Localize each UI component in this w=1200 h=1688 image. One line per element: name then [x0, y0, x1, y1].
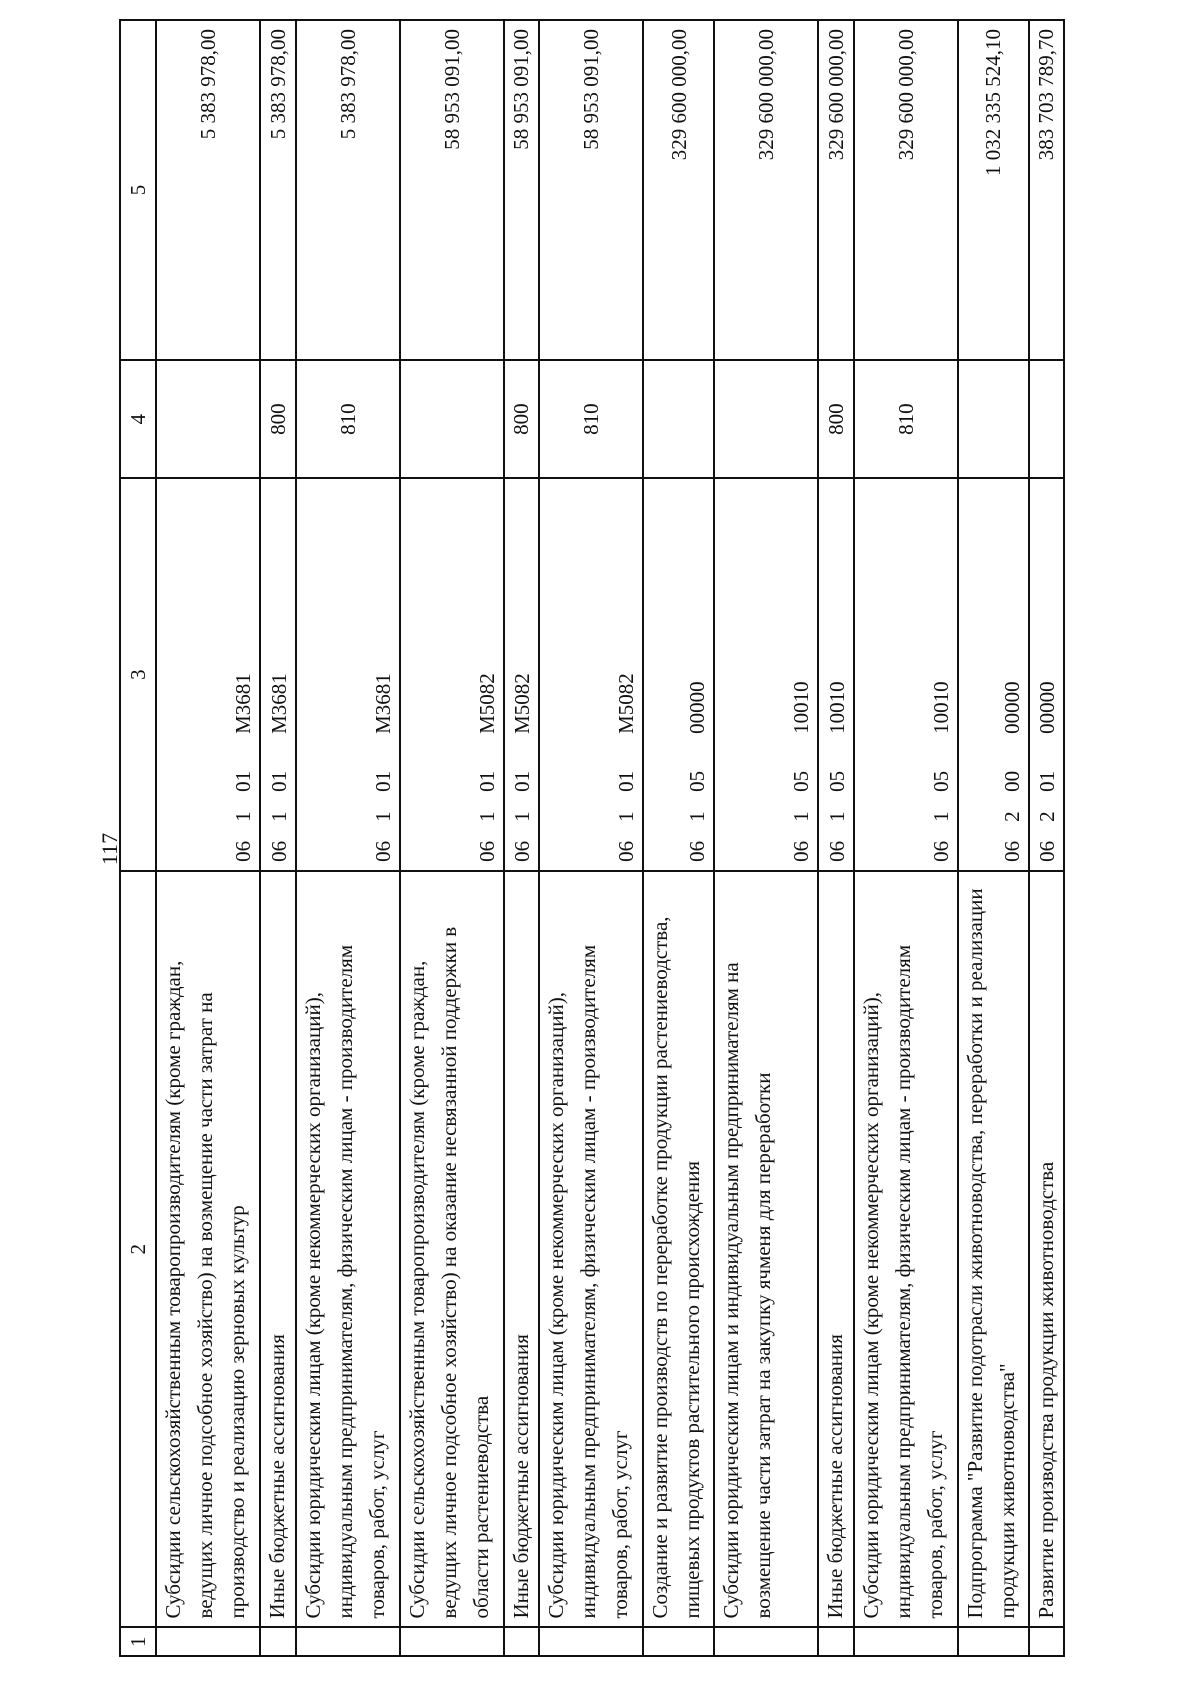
- table-row: [958, 20, 1029, 1656]
- code-part: М3681: [231, 673, 256, 734]
- code-part: 1: [614, 811, 639, 822]
- expense-type-cell: [156, 360, 260, 478]
- amount-cell: 58 953 091,00: [504, 20, 539, 360]
- table-row: [296, 20, 400, 1656]
- row-number-cell: [539, 1628, 643, 1657]
- expense-type-cell: 810: [296, 360, 400, 478]
- expense-type-cell: [958, 360, 1029, 478]
- row-number-cell: [714, 1628, 818, 1657]
- table-row: [714, 20, 818, 1656]
- code-cell: [958, 478, 1029, 871]
- description-cell: Субсидии юридическим лицам (кроме некоммерческих организаций), индивидуальным предпринимателям, физическим лицам - производителям товаров, работ, услуг: [854, 871, 958, 1628]
- code-part: М3681: [370, 673, 395, 734]
- description-cell: Субсидии сельскохозяйственным товаропроизводителям (кроме граждан, ведущих личное подсобное хозяйство) на оказание несвязанной поддержки в области растениеводства: [400, 871, 504, 1628]
- amount-cell: 329 600 000,00: [643, 20, 714, 360]
- code-part: 1: [789, 811, 814, 822]
- amount-cell: 58 953 091,00: [539, 20, 643, 360]
- description-cell: Субсидии юридическим лицам (кроме некоммерческих организаций), индивидуальным предпринимателям, физическим лицам - производителям товаров, работ, услуг: [539, 871, 643, 1628]
- code-part: 01: [474, 770, 499, 792]
- code-part: 01: [510, 770, 535, 792]
- code-part: 06: [614, 840, 639, 862]
- table-row: [504, 20, 539, 1656]
- table-row: [260, 20, 295, 1656]
- header-col-3: 3: [120, 478, 156, 871]
- code-part: 00: [999, 770, 1024, 792]
- header-col-4: 4: [120, 360, 156, 478]
- code-part: 01: [370, 770, 395, 792]
- amount-cell: 58 953 091,00: [400, 20, 504, 360]
- code-part: 06: [928, 840, 953, 862]
- code-part: 05: [789, 770, 814, 792]
- table-row: [818, 20, 853, 1656]
- amount-cell: 329 600 000,00: [854, 20, 958, 360]
- table-row: [854, 20, 958, 1656]
- code-part: 06: [1035, 840, 1059, 862]
- code-cell: [539, 478, 643, 871]
- description-cell: Создание и развитие производств по переработке продукции растениеводства, пищевых продуктов растительного происхождения: [643, 871, 714, 1628]
- code-part: 2: [999, 811, 1024, 822]
- code-part: 06: [999, 840, 1024, 862]
- description-cell: Субсидии сельскохозяйственным товаропроизводителям (кроме граждан, ведущих личное подсобное хозяйство) на возмещение части затрат на производство и реализацию зерновых культур: [156, 871, 260, 1628]
- header-col-1: 1: [120, 1628, 156, 1657]
- code-part: М5082: [510, 673, 535, 734]
- code-part: 06: [685, 840, 710, 862]
- code-part: 06: [231, 840, 256, 862]
- amount-cell: 5 383 978,00: [156, 20, 260, 360]
- code-part: 06: [474, 840, 499, 862]
- code-part: 06: [824, 840, 849, 862]
- code-part: 06: [789, 840, 814, 862]
- code-part: 1: [510, 811, 535, 822]
- code-cell: [714, 478, 818, 871]
- budget-table: [119, 19, 1065, 1657]
- header-col-2: 2: [120, 871, 156, 1628]
- expense-type-cell: 800: [818, 360, 853, 478]
- amount-cell: 1 032 335 524,10: [958, 20, 1029, 360]
- row-number-cell: [854, 1628, 958, 1657]
- expense-type-cell: 800: [504, 360, 539, 478]
- amount-cell: 5 383 978,00: [260, 20, 295, 360]
- code-cell: [643, 478, 714, 871]
- code-cell: [400, 478, 504, 871]
- description-cell: Иные бюджетные ассигнования: [260, 871, 295, 1628]
- row-number-cell: [1029, 1628, 1064, 1657]
- code-part: 00000: [1035, 681, 1059, 734]
- description-cell: Иные бюджетные ассигнования: [818, 871, 853, 1628]
- code-part: 06: [510, 840, 535, 862]
- code-part: 1: [370, 811, 395, 822]
- code-part: 1: [474, 811, 499, 822]
- budget-table-rotated: [119, 19, 1065, 1657]
- description-cell: Развитие производства продукции животноводства: [1029, 871, 1064, 1628]
- code-part: 05: [685, 770, 710, 792]
- expense-type-cell: [400, 360, 504, 478]
- table-row: [156, 20, 260, 1656]
- description-cell: Подпрограмма "Развитие подотрасли животноводства, переработки и реализации продукции животноводства": [958, 871, 1029, 1628]
- description-cell: Субсидии юридическим лицам и индивидуальным предпринимателям на возмещение части затрат на закупку ячменя для переработки: [714, 871, 818, 1628]
- expense-type-cell: 810: [539, 360, 643, 478]
- code-cell: [156, 478, 260, 871]
- expense-type-cell: [643, 360, 714, 478]
- table-row: [400, 20, 504, 1656]
- code-part: 1: [928, 811, 953, 822]
- table-body: [156, 20, 1064, 1656]
- code-cell: [854, 478, 958, 871]
- code-part: 10010: [928, 681, 953, 734]
- code-cell: [296, 478, 400, 871]
- description-cell: Иные бюджетные ассигнования: [504, 871, 539, 1628]
- code-cell: [818, 478, 853, 871]
- header-col-5: 5: [120, 20, 156, 360]
- amount-cell: 383 703 789,70: [1029, 20, 1064, 360]
- code-part: 01: [231, 770, 256, 792]
- expense-type-cell: 810: [854, 360, 958, 478]
- code-part: 1: [266, 811, 291, 822]
- row-number-cell: [296, 1628, 400, 1657]
- code-part: 10010: [789, 681, 814, 734]
- row-number-cell: [643, 1628, 714, 1657]
- row-number-cell: [818, 1628, 853, 1657]
- amount-cell: 5 383 978,00: [296, 20, 400, 360]
- description-cell: Субсидии юридическим лицам (кроме некоммерческих организаций), индивидуальным предпринимателям, физическим лицам - производителям товаров, работ, услуг: [296, 871, 400, 1628]
- code-part: 06: [370, 840, 395, 862]
- header-row: [120, 20, 156, 1656]
- code-part: 00000: [999, 681, 1024, 734]
- expense-type-cell: [714, 360, 818, 478]
- amount-cell: 329 600 000,00: [818, 20, 853, 360]
- page-number: 117: [97, 832, 123, 866]
- code-part: М5082: [614, 673, 639, 734]
- table-row: [539, 20, 643, 1656]
- code-part: 10010: [824, 681, 849, 734]
- code-part: 01: [1035, 770, 1059, 792]
- table-row: [643, 20, 714, 1656]
- code-part: М3681: [266, 673, 291, 734]
- row-number-cell: [504, 1628, 539, 1657]
- code-part: 05: [928, 770, 953, 792]
- row-number-cell: [156, 1628, 260, 1657]
- code-part: 05: [824, 770, 849, 792]
- row-number-cell: [400, 1628, 504, 1657]
- code-part: 2: [1035, 811, 1059, 822]
- expense-type-cell: 800: [260, 360, 295, 478]
- expense-type-cell: [1029, 360, 1064, 478]
- code-part: 1: [685, 811, 710, 822]
- code-part: 1: [824, 811, 849, 822]
- table-row: [1029, 20, 1064, 1656]
- code-cell: [504, 478, 539, 871]
- code-cell: [260, 478, 295, 871]
- code-part: 00000: [685, 681, 710, 734]
- code-part: М5082: [474, 673, 499, 734]
- code-part: 01: [614, 770, 639, 792]
- code-part: 06: [266, 840, 291, 862]
- code-part: 01: [266, 770, 291, 792]
- amount-cell: 329 600 000,00: [714, 20, 818, 360]
- row-number-cell: [958, 1628, 1029, 1657]
- row-number-cell: [260, 1628, 295, 1657]
- code-cell: [1029, 478, 1064, 871]
- code-part: 1: [231, 811, 256, 822]
